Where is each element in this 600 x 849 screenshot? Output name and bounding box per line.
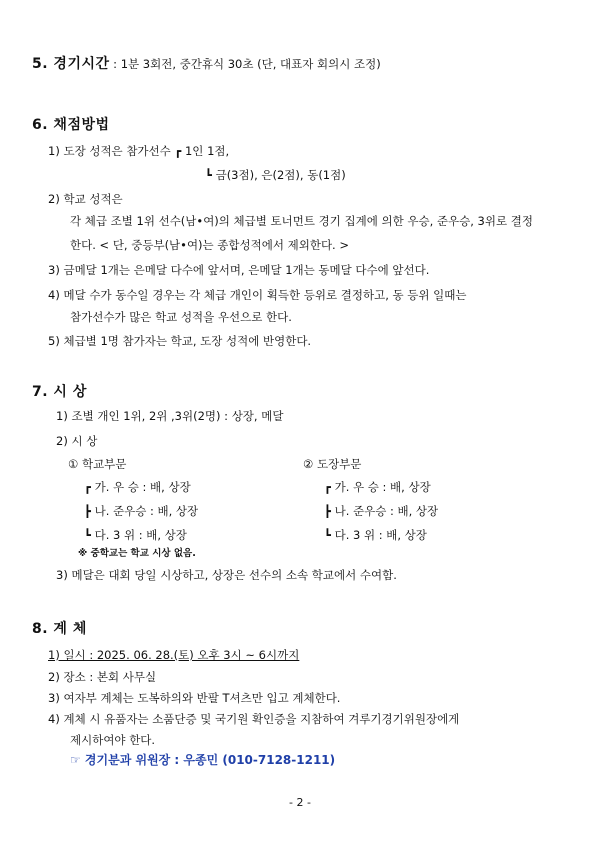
s8-item-4b: 제시하여야 한다. — [70, 733, 156, 747]
s6-item-1a: 1) 도장 성적은 참가선수 ┏ 1인 1점, — [48, 144, 230, 158]
s6-item-4a: 4) 메달 수가 동수일 경우는 각 체급 개인이 획득한 등위로 결정하고, 동 등위 일때는 — [48, 288, 467, 302]
section-8-heading: 8. 계 체 — [32, 621, 87, 637]
section-5 — [32, 56, 381, 72]
dojang-category-title: ② 도장부문 — [303, 457, 362, 471]
school-category-title: ① 학교부문 — [68, 457, 127, 471]
section-5-text: : 1분 3회전, 중간휴식 30초 (단, 대표자 회의시 조정) — [109, 57, 381, 71]
s7-item-3: 3) 메달은 대회 당일 시상하고, 상장은 선수의 소속 학교에서 수여함. — [56, 568, 397, 582]
s8-item-3: 3) 여자부 계체는 도복하의와 반팔 T셔츠만 입고 계체한다. — [48, 691, 341, 705]
dojang-prize-row: ┣ 나. 준우승 : 배, 상장 — [324, 504, 439, 518]
s8-item-4a: 4) 계체 시 유품자는 소품단증 및 국기원 확인증을 지참하여 겨루기경기위원장에게 — [48, 712, 460, 726]
dojang-prize-row: ┗ 다. 3 위 : 배, 상장 — [324, 528, 427, 542]
s6-item-2b: 한다. < 단, 중등부(남•여)는 종합성적에서 제외한다. > — [70, 238, 349, 252]
s7-item-2: 2) 시 상 — [56, 434, 98, 448]
s8-contact: ☞ 경기분과 위원장 : 우종민 (010-7128-1211) — [70, 753, 336, 767]
s7-item-1: 1) 조별 개인 1위, 2위 ,3위(2명) : 상장, 메달 — [56, 409, 284, 423]
s8-item-2: 2) 장소 : 본회 사무실 — [48, 670, 157, 684]
section-7-heading: 7. 시 상 — [32, 384, 87, 400]
s7-note: ※ 중학교는 학교 시상 없음. — [78, 548, 196, 559]
school-prize-row: ┏ 가. 우 승 : 배, 상장 — [84, 480, 191, 494]
s6-item-4b: 참가선수가 많은 학교 성적을 우선으로 한다. — [70, 310, 292, 324]
s8-item-1: 1) 일시 : 2025. 06. 28.(토) 오후 3시 ~ 6시까지 — [48, 648, 300, 662]
page-number: - 2 - — [289, 796, 311, 809]
school-prize-row: ┣ 나. 준우승 : 배, 상장 — [84, 504, 199, 518]
s6-item-2: 2) 학교 성적은 — [48, 192, 123, 206]
s6-item-2a: 각 체급 조별 1위 선수(남•여)의 체급별 토너먼트 경기 집계에 의한 우승, 준우승, 3위로 결정 — [70, 214, 533, 228]
s6-item-1b: ┗ 금(3점), 은(2점), 동(1점) — [205, 168, 346, 182]
section-6-heading: 6. 채점방법 — [32, 117, 110, 133]
school-prize-row: ┗ 다. 3 위 : 배, 상장 — [84, 528, 187, 542]
s6-item-5: 5) 체급별 1명 참가자는 학교, 도장 성적에 반영한다. — [48, 334, 312, 348]
s6-item-3: 3) 금메달 1개는 은메달 다수에 앞서며, 은메달 1개는 동메달 다수에 앞선다. — [48, 263, 430, 277]
section-5-heading: 5. 경기시간 — [32, 56, 110, 72]
dojang-prize-row: ┏ 가. 우 승 : 배, 상장 — [324, 480, 431, 494]
